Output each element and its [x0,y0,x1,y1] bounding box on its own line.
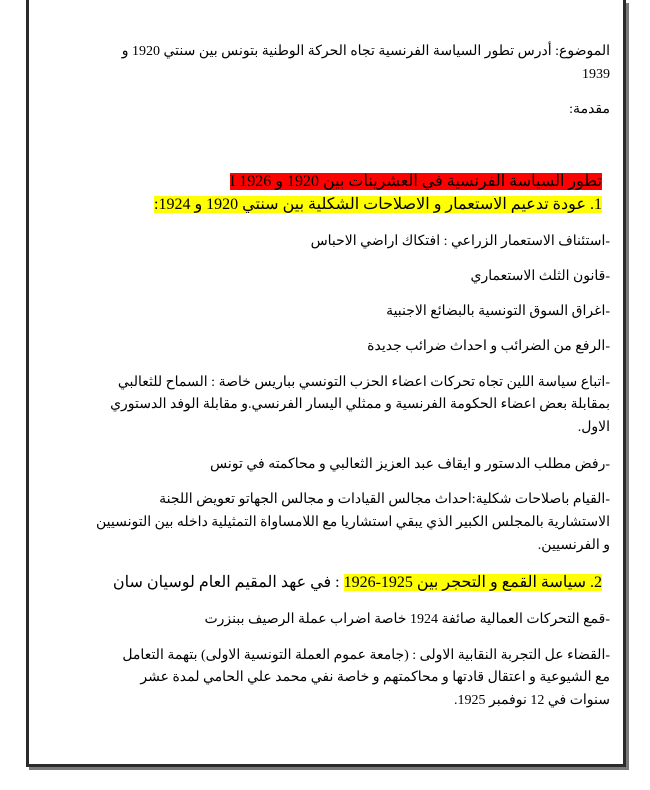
list-item-continued: سنوات في 12 نوفمبر 1925. [454,693,610,708]
subject-line-continued: 1939 [582,67,610,82]
list-item-continued: الاستشارية بالمجلس الكبير الذي يبقي استشاريا مع اللامساواة التمثيلية داخله بين التونسيين [96,515,610,530]
intro-label: مقدمة: [569,102,610,117]
subheading-2-highlight: 2. سياسة القمع و التحجر بين 1925-1926 [343,574,602,591]
list-item: -اغراق السوق التونسية بالبضائع الاجنبية [386,304,610,319]
list-item: -اتباع سياسة اللين تجاه تحركات اعضاء الحزب التونسي بباريس خاصة : السماح للثعالبي [117,375,610,390]
section-heading-red [230,172,602,193]
list-item-continued: الاول. [577,420,610,435]
list-item: -القضاء عل التجربة النقابية الاولى : (جامعة عموم العملة التونسية الاولى) بتهمة التعامل [122,648,610,663]
list-item: -القيام باصلاحات شكلية:احداث مجالس القيادات و مجالس الجهاتو تعويض اللجنة [159,492,610,507]
list-item: -الرفع من الضرائب و احداث ضرائب جديدة [367,339,610,354]
section-heading-red-text: I تطور السياسة الفرنسية في العشرينات بين 1920 و 1926 [229,173,602,190]
list-item: -رفض مطلب الدستور و ايقاف عبد العزيز الثعالبي و محاكمته في تونس [209,457,610,472]
list-item-continued: و الفرنسيين. [537,538,610,553]
subheading-2-rest: : في عهد المقيم العام لوسيان سان [112,574,344,591]
subheading-1 [154,195,602,216]
subject-line: الموضوع: أدرس تطور السياسة الفرنسية تجاه الحركة الوطنية بتونس بين سنتي 1920 و [121,44,610,59]
list-item-continued: بمقابلة بعض اعضاء الحكومة الفرنسية و ممثلي اليسار الفرنسي.و مقابلة الوفد الدستوري [110,397,610,412]
subheading-1-text: 1. عودة تدعيم الاستعمار و الاصلاحات الشكلية بين سنتي 1920 و 1924: [153,196,602,213]
list-item-continued: مع الشيوعية و اعتقال قادتها و محاكمتهم و خاصة نفي محمد علي الحامي لمدة عشر [140,670,610,685]
list-item: -استئناف الاستعمار الزراعي : افتكاك اراضي الاحباس [310,234,610,249]
subheading-2 [113,573,602,594]
list-item: -قانون الثلث الاستعماري [470,269,610,284]
list-item: -قمع التحركات العمالية صائفة 1924 خاصة اضراب عملة الرصيف ببنزرت [204,612,610,627]
